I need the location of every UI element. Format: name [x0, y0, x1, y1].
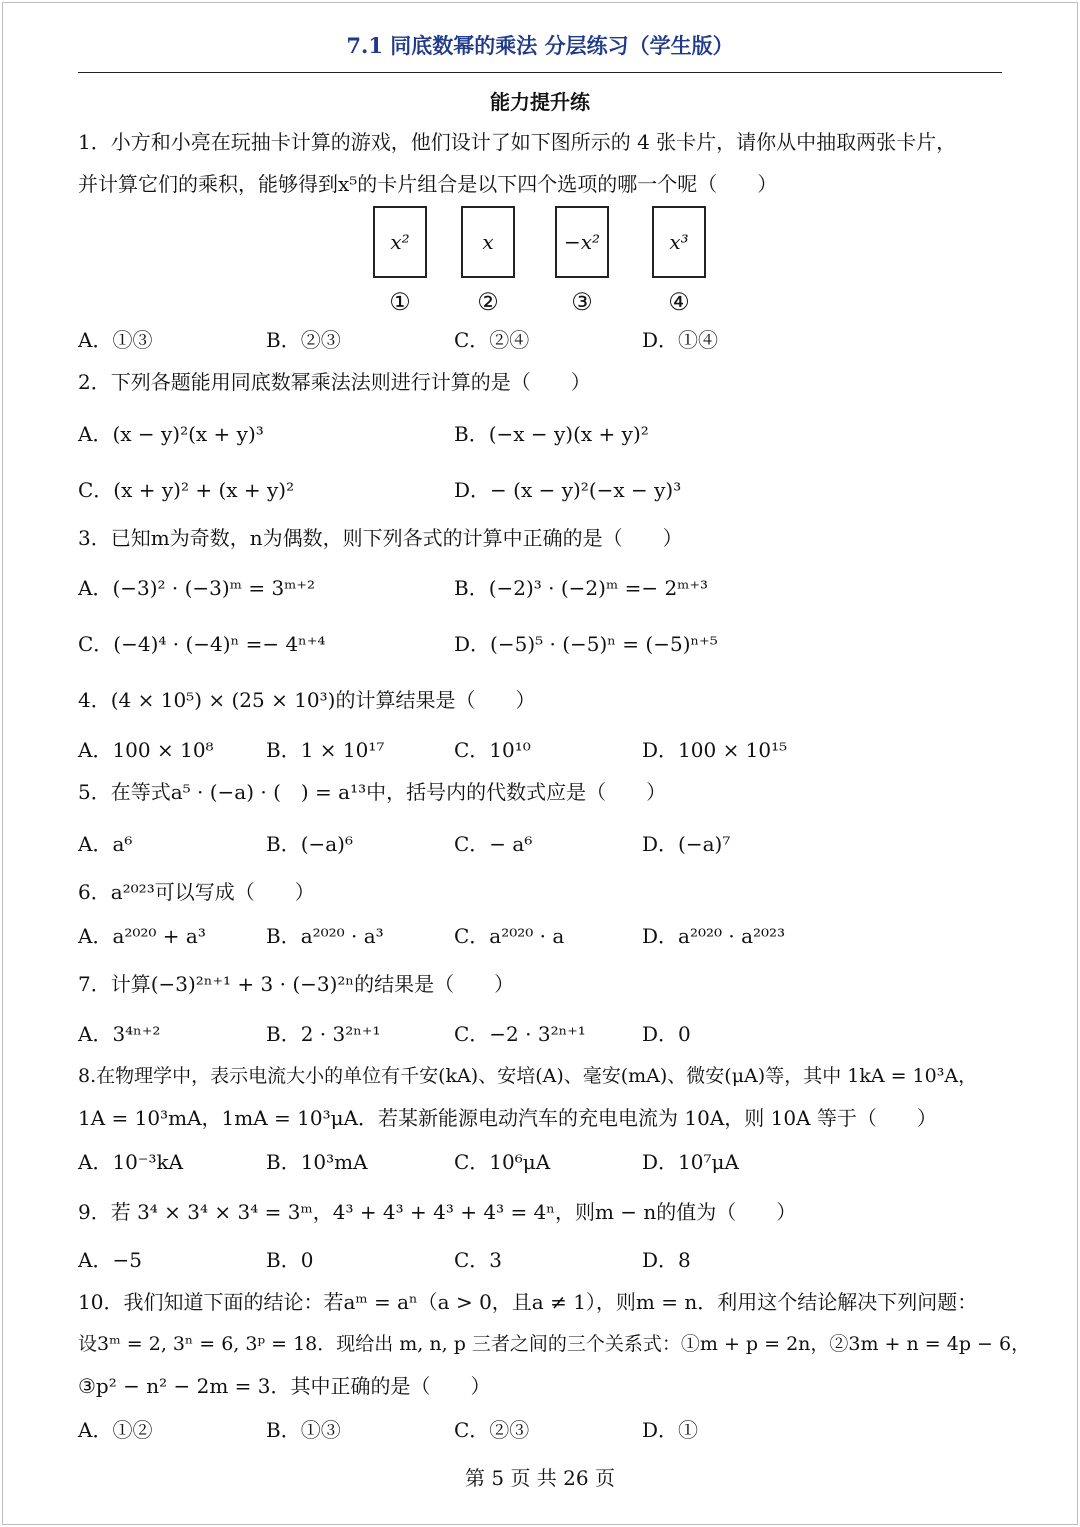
q1-option-b: B．②③: [266, 328, 341, 352]
q10-text-line2: 设3ᵐ = 2, 3ⁿ = 6, 3ᵖ = 18．现给出 m, n, p 三者之间的三个关系式：①m + p = 2n，②3m + n = 4p − 6，: [78, 1333, 1031, 1355]
q10-option-b: B．①③: [266, 1418, 341, 1442]
q6-option-a: A．a²⁰²⁰ + a³: [78, 924, 206, 948]
q8-option-d: D．10⁷μA: [642, 1150, 739, 1174]
card-4: x³: [652, 206, 706, 278]
q7-option-d: D．0: [642, 1022, 691, 1046]
q4-text: 4．(4 × 10⁵) × (25 × 10³)的计算结果是（ ）: [78, 688, 536, 712]
q2-option-d: D．− (x − y)²(−x − y)³: [454, 478, 682, 502]
q2-option-c: C．(x + y)² + (x + y)²: [78, 478, 295, 502]
q5-option-c: C．− a⁶: [454, 832, 533, 856]
q6-text: 6．a²⁰²³可以写成（ ）: [78, 880, 315, 904]
q8-text-line2: 1A = 10³mA，1mA = 10³μA．若某新能源电动汽车的充电电流为 10A，则 10A 等于（ ）: [78, 1106, 937, 1130]
q5-option-d: D．(−a)⁷: [642, 832, 731, 856]
card-3: −x²: [555, 206, 609, 278]
q3-text: 3．已知m为奇数，n为偶数，则下列各式的计算中正确的是（ ）: [78, 526, 683, 550]
q3-option-c: C．(−4)⁴ · (−4)ⁿ =− 4ⁿ⁺⁴: [78, 632, 326, 656]
q4-option-d: D．100 × 10¹⁵: [642, 738, 788, 762]
q5-option-b: B．(−a)⁶: [266, 832, 354, 856]
q5-option-a: A．a⁶: [78, 832, 133, 856]
title-divider: [78, 72, 1002, 73]
q5-text: 5．在等式a⁵ · (−a) · ( ) = a¹³中，括号内的代数式应是（ ）: [78, 780, 667, 804]
card-1: x²: [373, 206, 427, 278]
card-number-3: ③: [571, 288, 593, 316]
q8-option-a: A．10⁻³kA: [78, 1150, 184, 1174]
q9-option-c: C．3: [454, 1248, 503, 1272]
section-heading: 能力提升练: [490, 90, 590, 114]
page-title: 7.1 同底数幂的乘法 分层练习（学生版）: [346, 33, 734, 58]
q9-option-a: A．−5: [78, 1248, 142, 1272]
q2-text: 2．下列各题能用同底数幂乘法法则进行计算的是（ ）: [78, 370, 591, 394]
q1-text-line2: 并计算它们的乘积，能够得到x⁵的卡片组合是以下四个选项的哪一个呢（ ）: [78, 172, 778, 196]
page-footer: 第 5 页 共 26 页: [465, 1466, 615, 1490]
q1-option-c: C．②④: [454, 328, 530, 352]
q6-option-d: D．a²⁰²⁰ · a²⁰²³: [642, 924, 786, 948]
q8-option-b: B．10³mA: [266, 1150, 368, 1174]
q4-option-b: B．1 × 10¹⁷: [266, 738, 385, 762]
q10-option-a: A．①②: [78, 1418, 153, 1442]
q10-text-line3: ③p² − n² − 2m = 3．其中正确的是（ ）: [78, 1374, 491, 1398]
q3-option-a: A．(−3)² · (−3)ᵐ = 3ᵐ⁺²: [78, 576, 316, 600]
q6-option-b: B．a²⁰²⁰ · a³: [266, 924, 384, 948]
q4-option-a: A．100 × 10⁸: [78, 738, 214, 762]
q4-option-c: C．10¹⁰: [454, 738, 531, 762]
card-2: x: [461, 206, 515, 278]
q10-text-line1: 10．我们知道下面的结论：若aᵐ = aⁿ（a > 0，且a ≠ 1），则m = n．利用这个结论解决下列问题：: [78, 1290, 978, 1314]
q10-option-d: D．①: [642, 1418, 699, 1442]
card-number-1: ①: [389, 288, 411, 316]
q7-option-b: B．2 · 3²ⁿ⁺¹: [266, 1022, 381, 1046]
q7-text: 7．计算(−3)²ⁿ⁺¹ + 3 · (−3)²ⁿ的结果是（ ）: [78, 972, 515, 996]
q1-text-line1: 1．小方和小亮在玩抽卡计算的游戏，他们设计了如下图所示的 4 张卡片，请你从中抽取两张卡片，: [78, 130, 957, 154]
q1-option-d: D．①④: [642, 328, 719, 352]
q9-option-d: D．8: [642, 1248, 691, 1272]
card-number-2: ②: [477, 288, 499, 316]
q3-option-b: B．(−2)³ · (−2)ᵐ =− 2ᵐ⁺³: [454, 576, 709, 600]
q9-option-b: B．0: [266, 1248, 314, 1272]
q3-option-d: D．(−5)⁵ · (−5)ⁿ = (−5)ⁿ⁺⁵: [454, 632, 718, 656]
card-number-4: ④: [668, 288, 690, 316]
q10-option-c: C．②③: [454, 1418, 530, 1442]
q6-option-c: C．a²⁰²⁰ · a: [454, 924, 565, 948]
q9-text: 9．若 3⁴ × 3⁴ × 3⁴ = 3ᵐ，4³ + 4³ + 4³ + 4³ = 4ⁿ，则m − n的值为（ ）: [78, 1200, 797, 1224]
q8-option-c: C．10⁶μA: [454, 1150, 551, 1174]
q1-option-a: A．①③: [78, 328, 153, 352]
q7-option-a: A．3⁴ⁿ⁺²: [78, 1022, 161, 1046]
q8-text-line1: 8.在物理学中，表示电流大小的单位有千安(kA)、安培(A)、毫安(mA)、微安(μA)等，其中 1kA = 10³A，: [78, 1065, 978, 1087]
q2-option-a: A．(x − y)²(x + y)³: [78, 422, 264, 446]
q7-option-c: C．−2 · 3²ⁿ⁺¹: [454, 1022, 586, 1046]
q2-option-b: B．(−x − y)(x + y)²: [454, 422, 649, 446]
